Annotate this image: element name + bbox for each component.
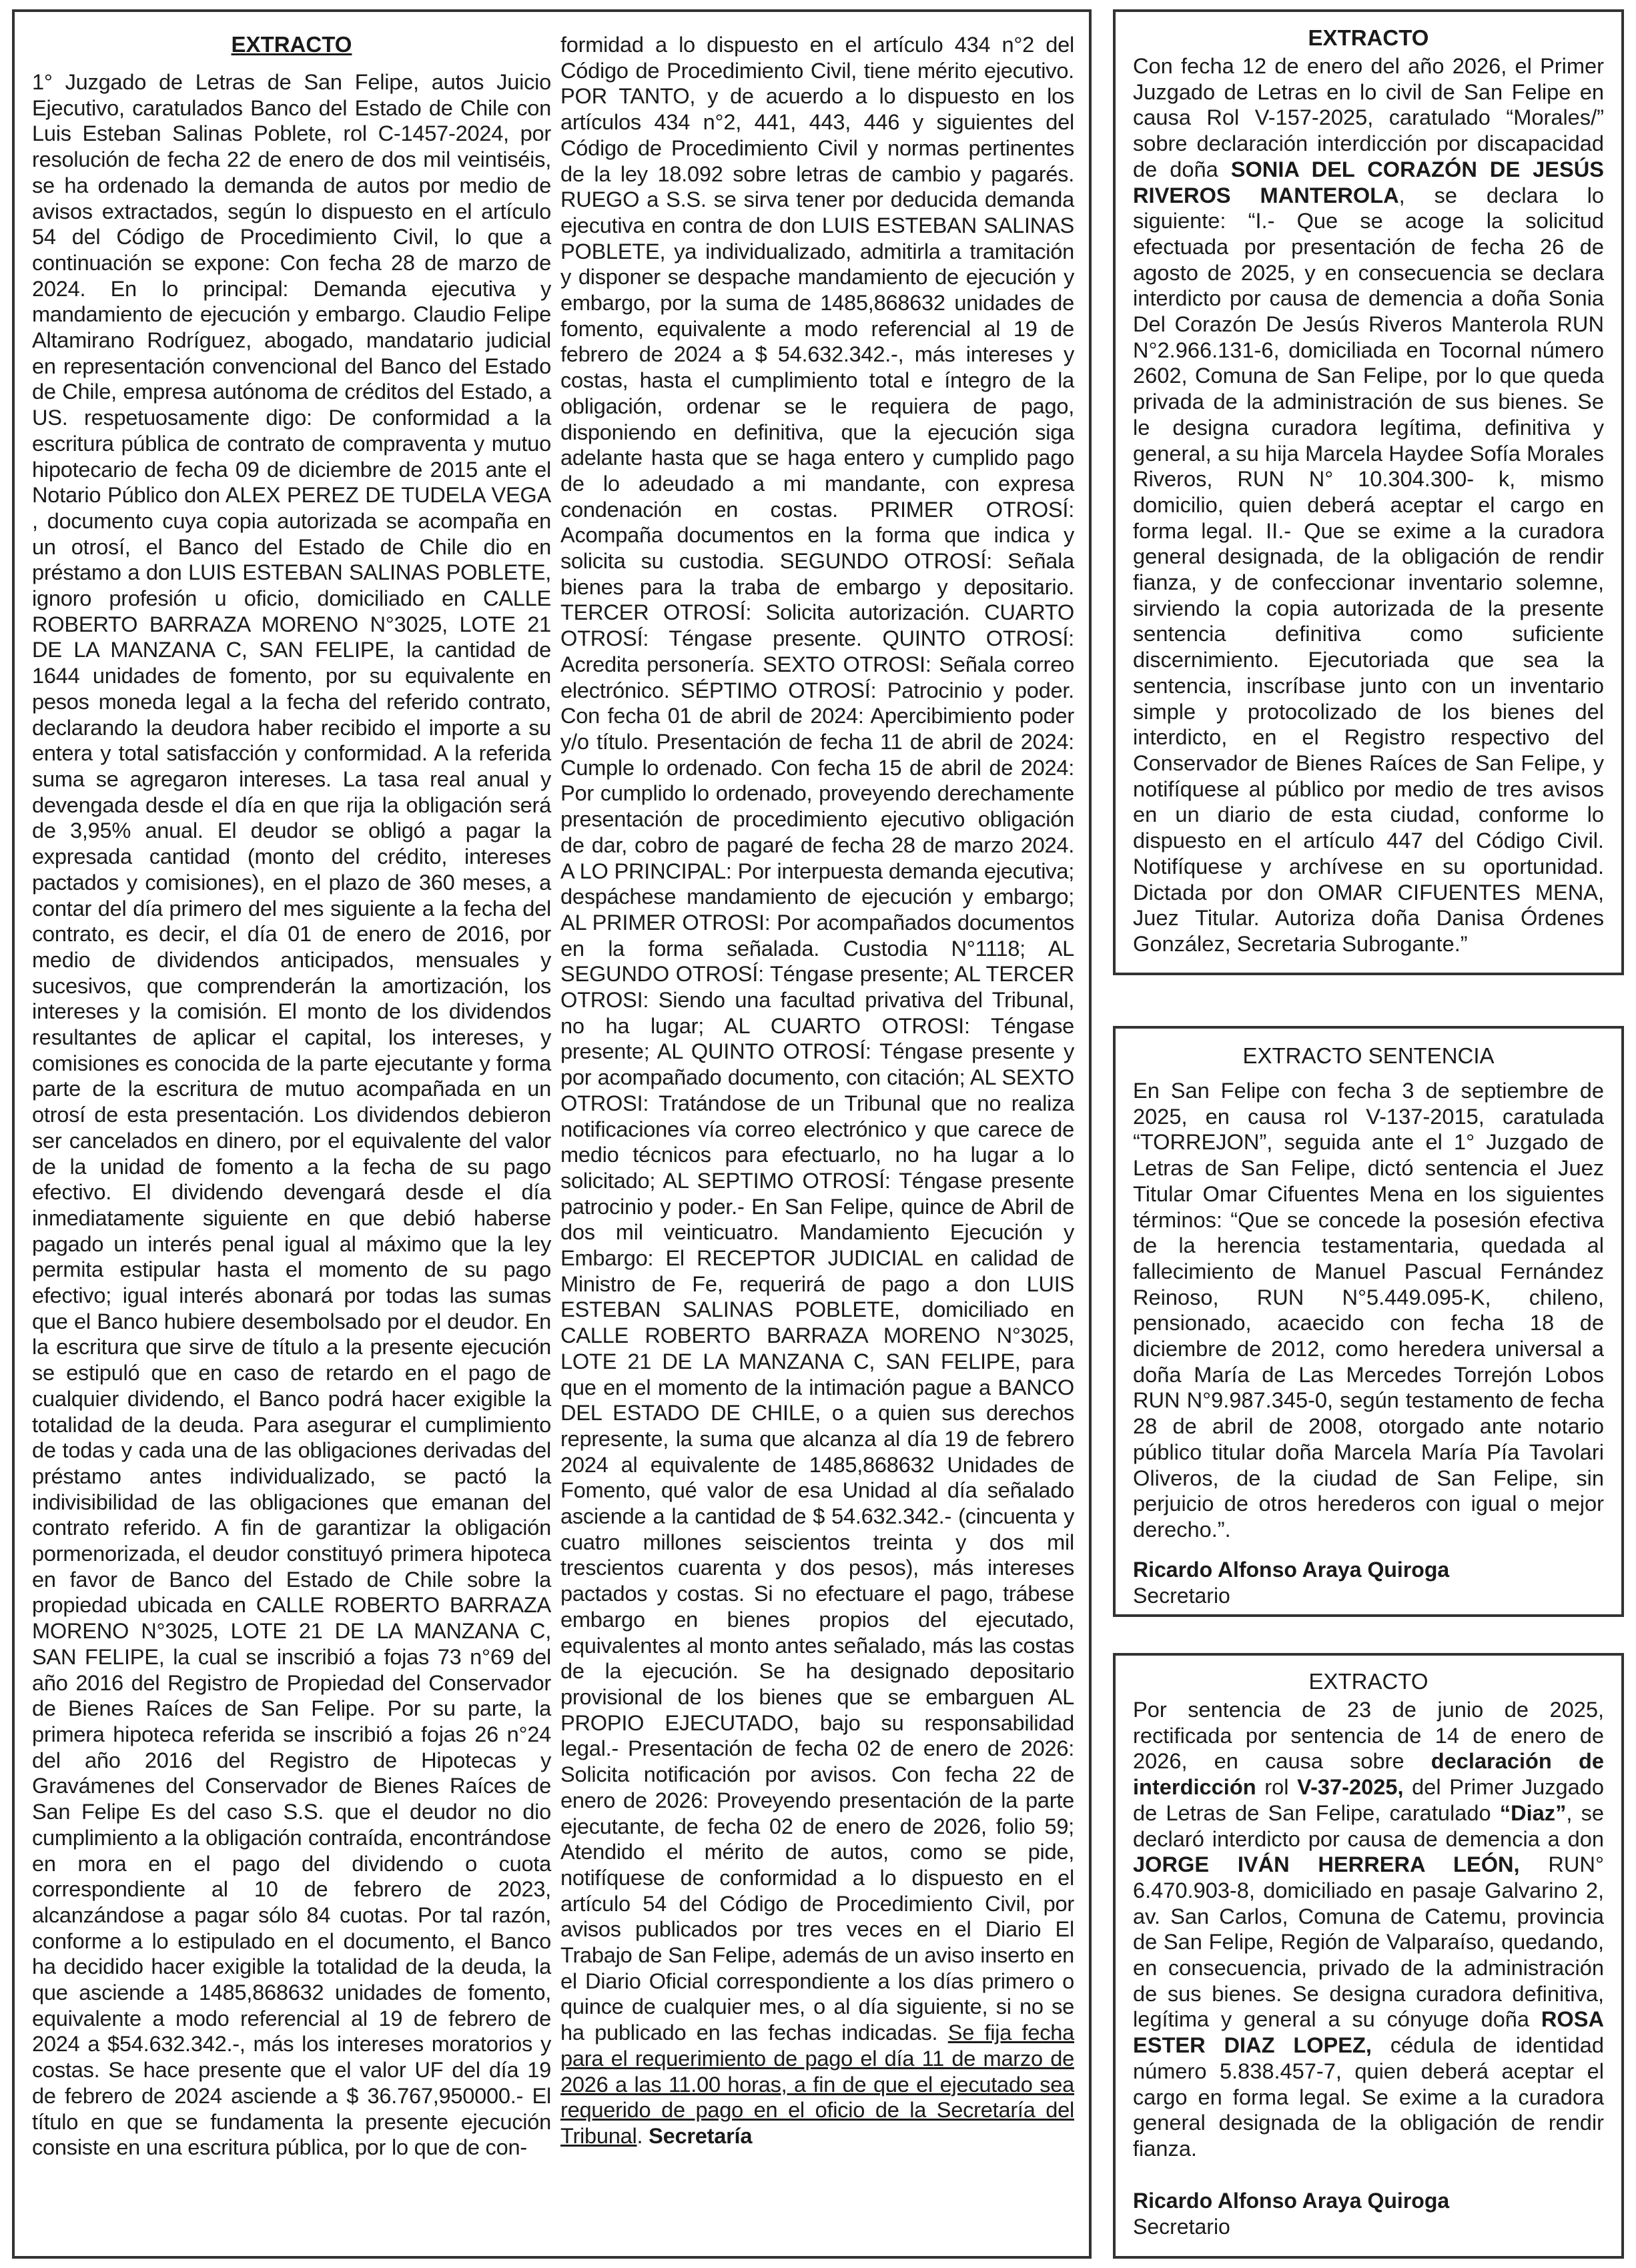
notice-torrejon-box: [1113, 1026, 1624, 1617]
main-notice-text-continued: formidad a lo dispuesto en el artículo 434 n°2 del Código de Procedimiento Civil, tiene mérito ejecutivo. POR TANTO, y de acuerdo a lo dispuesto en los artículos 434 n°2, 441, 443, 446 y siguientes del Código de Procedimiento Civil y normas pertinentes de la ley 18.092 sobre letras de cambio y pagarés. RUEGO a S.S. se sirva tener por deducida demanda ejecutiva en contra de don LUIS ESTEBAN SALINAS POBLETE, ya individualizado, admitirla a tramitación y disponer se despache mandamiento de ejecución y embargo, por la suma de 1485,868632 unidades de fomento, equivalente a modo referencial al 19 de febrero de 2024 a $ 54.632.342.-, más intereses y costas, hasta el cumplimiento total e íntegro de la obligación, ordenar se le requiera de pago, disponiendo en definitiva, que la ejecución siga adelante hasta que se haga entero y cumplido pago de lo adeudado a mi mandante, con expresa condenación en costas. PRIMER OTROSÍ: Acompaña documentos en la forma que indica y solicita su custodia. SEGUNDO OTROSÍ: Señala bienes para la traba de embargo y depositario. TERCER OTROSÍ: Solicita autorización. CUARTO OTROSÍ: Téngase presente. QUINTO OTROSÍ: Acredita personería. SEXTO OTROSI: Señala correo electrónico. SÉPTIMO OTROSÍ: Patrocinio y poder. Con fecha 01 de abril de 2024: Apercibimiento poder y/o título. Presentación de fecha 11 de abril de 2024: Cumple lo ordenado. Con fecha 15 de abril de 2024: Por cumplido lo ordenado, proveyendo derechamente presentación de procedimiento ejecutivo obligación de dar, cobro de pagaré de fecha 28 de marzo 2024. A LO PRINCIPAL: Por interpuesta demanda ejecutiva; despáchese mandamiento de ejecución y embargo; AL PRIMER OTROSI: Por acompañados documentos en la forma señalada. Custodia N°1118; AL SEGUNDO OTROSÍ: Téngase presente; AL TERCER OTROSI: Siendo una facultad privativa del Tribunal, no ha lugar; AL CUARTO OTROSI: Téngase presente; AL QUINTO OTROSÍ: Téngase presente y por acompañado documento, con citación; AL SEXTO OTROSI: Tratándose de un Tribunal que no realiza notificaciones vía correo electrónico y que carece de medio técnicos para efectuarlo, no ha lugar a lo solicitado; AL SEPTIMO OTROSÍ: Téngase presente patrocinio y poder.- En San Felipe, quince de Abril de dos mil veinticuatro. Mandamiento Ejecución y Embargo: El RECEPTOR JUDICIAL en calidad de Ministro de Fe, requerirá de pago a don LUIS ESTEBAN SALINAS POBLETE, domiciliado en CALLE ROBERTO BARRAZA MORENO N°3025, LOTE 21 DE LA MANZANA C, SAN FELIPE, para que en el momento de la intimación pague a BANCO DEL ESTADO DE CHILE, o a quien sus derechos represente, la suma que alcanza al día 19 de febrero 2024 al equivalente de 1485,868632 Unidades de Fomento, qué valor de esa Unidad al día señalado asciende a la cantidad de $ 54.632.342.- (cincuenta y cuatro millones seiscientos treinta y dos mil trescientos cuarenta y dos pesos), más intereses pactados y costas. Si no efectuare el pago, trábese embargo en bienes propios del ejecutado, equivalentes al monto antes señalado, más las costas de la ejecución. Se ha designado depositario provisional de los bienes que se embarguen AL PROPIO EJECUTADO, bajo su responsabilidad legal.- Presentación de fecha 02 de enero de 2026: Solicita notificación por avisos. Con fecha 22 de enero de 2026: Proveyendo presentación de la parte ejecutante, de fecha 02 de enero de 2026, folio 59; Atendido el mérito de autos, como se pide, notifíquese de conformidad a lo dispuesto en el artículo 54 del Código de Procedimiento Civil, por avisos publicados por tres veces en el Diario El Trabajo de San Felipe, además de un aviso inserto en el Diario Oficial correspondiente a los días primero o quince de cualquier mes, o al día siguiente, si no se ha publicado en las fechas indicadas.: [560, 32, 1074, 2045]
notice-morales-body: , se declara lo siguiente: “I.- Que se acoge la solicitud efectuada por presentación de fecha 26 de agosto de 2025, y en consecuencia se declara interdicto por causa de demencia a doña Sonia Del Corazón De Jesús Riveros Manterola RUN N°2.966.131-6, domiciliada en Tocornal número 2602, Comuna de San Felipe, por lo que queda privada de la administración de sus bienes. Se le designa curadora legítima, definitiva y general, a su hija Marcela Haydee Sofía Morales Riveros, RUN N° 10.304.300- k, mismo domicilio, quien deberá aceptar el cargo en forma legal. II.- Que se exime a la curadora general designada, de la obligación de rendir fianza, y de confeccionar inventario solemne, sirviendo la copia autorizada de la presente sentencia definitiva como suficiente discernimiento. Ejecutoriada que sea la sentencia, inscríbase junto con un inventario simple y protocolizado de los bienes del interdicto, en el Registro respectivo del Conservador de Bienes Raíces de San Felipe, y notifíquese al público por medio de tres avisos en un diario de esta ciudad, conforme lo dispuesto en el artículo 447 del Código Civil. Notifíquese y archívese en su oportunidad. Dictada por don OMAR CIFUENTES MENA, Juez Titular. Autoriza doña Danisa Órdenes González, Secretaria Subrogante.”: [1133, 182, 1604, 956]
notice-torrejon-signer-role: Secretario: [1133, 1583, 1230, 1608]
notice-torrejon-signer: Ricardo Alfonso Araya Quiroga: [1133, 1557, 1450, 1582]
notice-diaz-caratula: “Diaz”: [1499, 1800, 1567, 1825]
notice-morales-title: EXTRACTO: [1308, 25, 1429, 50]
notice-diaz-case-rol: V-37-2025,: [1297, 1774, 1404, 1800]
notice-diaz-content: [1133, 1669, 1604, 2239]
notice-diaz-title: EXTRACTO: [1308, 1669, 1428, 1694]
notice-diaz-bold-1: declaración de interdicción: [1133, 1748, 1604, 1800]
notice-diaz-signer-role: Secretario: [1133, 2214, 1230, 2239]
notice-diaz-text: [1133, 1697, 1604, 2162]
notice-diaz-box: [1113, 1653, 1624, 2259]
notice-torrejon-content: [1133, 1043, 1604, 1608]
notice-diaz-text-6: cédula de identidad número 5.838.457-7, quien deberá aceptar el cargo en forma legal. Se exime a la curadora general designada de la obligación de rendir fianza.: [1133, 2033, 1604, 2161]
notice-diaz-text-4: , se declaró interdicto por causa de demencia a don: [1133, 1800, 1604, 1851]
notice-morales-box: [1113, 9, 1624, 975]
notice-torrejon-text: En San Felipe con fecha 3 de septiembre de 2025, en causa rol V-137-2015, caratulada “TORREJON”, seguida ante el 1° Juzgado de Letras de San Felipe, dictó sentencia el Juez Titular Omar Cifuentes Mena en los siguientes términos: “Que se concede la posesión efectiva de la herencia testamentaria, quedada al fallecimiento de Manuel Pascual Fernández Reinoso, RUN N°5.449.095-K, chileno, pensionado, acaecido con fecha 18 de diciembre de 2012, como heredera universal a doña María de Las Mercedes Torrejón Lobos RUN N°9.987.345-0, según testamento de fecha 28 de abril de 2008, otorgado ante notario público titular doña Marcela María Pía Tavolari Oliveros, de la ciudad de San Felipe, sin perjuicio de otros herederos con igual o mejor derecho.”.: [1133, 1078, 1604, 1542]
main-notice-box: [12, 9, 1092, 2259]
notice-diaz-curator-name: ROSA ESTER DIAZ LOPEZ,: [1133, 2007, 1604, 2058]
requerimiento-date-underlined: Se fija fecha para el requerimiento de pago el día 11 de marzo de 2026 a las 11.00 horas, a fin de que el ejecutado sea requerido de pago en el oficio de la Secretaría del Tribunal: [560, 2020, 1074, 2148]
notice-diaz-text-3: del Primer Juzgado de Letras de San Felipe, caratulado: [1133, 1774, 1604, 1825]
main-notice-right-column: [560, 32, 1074, 2149]
main-notice-left-column: [32, 32, 551, 2161]
notice-diaz-signer: Ricardo Alfonso Araya Quiroga: [1133, 2188, 1450, 2213]
secretaria-label: Secretaría: [649, 2123, 753, 2148]
notice-morales-content: [1133, 25, 1604, 957]
main-notice-text-part1: 1° Juzgado de Letras de San Felipe, autos Juicio Ejecutivo, caratulados Banco del Estado de Chile con Luis Esteban Salinas Poblete, rol C-1457-2024, por resolución de fecha 22 de enero de dos mil veintiséis, se ha ordenado la demanda de autos por medio de avisos extractados, según lo dispuesto en el artículo 54 del Código de Procedimiento Civil, lo que a continuación se expone: Con fecha 28 de marzo de 2024. En lo principal: Demanda ejecutiva y mandamiento de ejecución y embargo. Claudio Felipe Altamirano Rodríguez, abogado, mandatario judicial en representación convencional del Banco del Estado de Chile, empresa autónoma de créditos del Estado, a US. respetuosamente digo: De conformidad a la escritura pública de contrato de compraventa y mutuo hipotecario de fecha 09 de diciembre de 2015 ante el Notario Público don ALEX PEREZ DE TUDELA VEGA , documento cuya copia autorizada se acompaña en un otrosí, el Banco del Estado de Chile dio en préstamo a don LUIS ESTEBAN SALINAS POBLETE, ignoro profesión u oficio, domiciliado en CALLE ROBERTO BARRAZA MORENO N°3025, LOTE 21 DE LA MANZANA C, SAN FELIPE, la cantidad de 1644 unidades de fomento, por su equivalente en pesos moneda legal a la fecha del referido contrato, declarando la deudora haber recibido el importe a su entera y total satisfacción y conformidad. A la referida suma se agregaron intereses. La tasa real anual y devengada desde el día en que rija la obligación será de 3,95% anual. El deudor se obligó a pagar la expresada cantidad (monto del crédito, intereses pactados y comisiones), en el plazo de 360 meses, a contar del día primero del mes siguiente a la fecha del contrato, es decir, el día 01 de enero de 2016, por medio de dividendos anticipados, mensuales y sucesivos, que comprenderán la amortización, los intereses y la comisión. El monto de los dividendos resultantes de aplicar el capital, los intereses, y comisiones es conocida de la parte ejecutante y forma parte de la escritura de mutuo acompañada en un otrosí de esta presentación. Los dividendos debieron ser cancelados en dinero, por el equivalente del valor de la unidad de fomento a la fecha de su pago efectivo. El dividendo devengará desde el día inmediatamente siguiente en que debió haberse pagado un interés penal igual al máximo que la ley permita estipular hasta el momento de su pago efectivo; igual interés abonará por todas las sumas que el Banco hubiere desembolsado por el deudor. En la escritura que sirve de título a la presente ejecución se estipuló que en caso de retardo en el pago de cualquier dividendo, el Banco podrá hacer exigible la totalidad de la deuda. Para asegurar el cumplimiento de todas y cada una de las obligaciones derivadas del préstamo antes individualizado, se pactó la indivisibilidad de las obligaciones que emanan del contrato referido. A fin de garantizar la obligación pormenorizada, el deudor constituyó primera hipoteca en favor de Banco del Estado de Chile sobre la propiedad ubicada en CALLE ROBERTO BARRAZA MORENO N°3025, LOTE 21 DE LA MANZANA C, SAN FELIPE, la cual se inscribió a fojas 73 n°69 del año 2016 del Registro de Propiedad del Conservador de Bienes Raíces de San Felipe. Por su parte, la primera hipoteca referida se inscribió a fojas 26 n°24 del año 2016 del Registro de Hipotecas y Gravámenes del Conservador de Bienes Raíces de San Felipe Es del caso S.S. que el deudor no dio cumplimiento a la obligación contraída, encontrándose en mora en el pago del dividendo o cuota correspondiente al 10 de febrero de 2023, alcanzándose a pagar sólo 84 cuotas. Por tal razón, conforme a lo estipulado en el documento, el Banco ha decidido hacer exigible la totalidad de la deuda, la que asciende a 1485,868632 unidades de fomento, equivalente a modo referencial al 19 de febrero de 2024 a $54.632.342.-, más los intereses moratorios y costas. Se hace presente que el valor UF del día 19 de febrero de 2024 asciende a $ 36.767,950000.- El título en que se fundamenta la presente ejecución consiste en una escritura pública, por lo que de con-: [32, 69, 551, 2160]
notice-torrejon-title: EXTRACTO SENTENCIA: [1242, 1043, 1495, 1068]
main-notice-text-part2: formidad a lo dispuesto en el artículo 434 n°2 del Código de Procedimiento Civil, tiene mérito ejecutivo. POR TANTO, y de acuerdo a lo dispuesto en los artículos 434 n°2, 441, 443, 446 y siguientes del Código de Procedimiento Civil y normas pertinentes de la ley 18.092 sobre letras de cambio y pagarés. RUEGO a S.S. se sirva tener por deducida demanda ejecutiva en contra de don LUIS ESTEBAN SALINAS POBLETE, ya individualizado, admitirla a tramitación y disponer se despache mandamiento de ejecución y embargo, por la suma de 1485,868632 unidades de fomento, equivalente a modo referencial al 19 de febrero de 2024 a $ 54.632.342.-, más intereses y costas, hasta el cumplimiento total e íntegro de la obligación, ordenar se le requiera de pago, disponiendo en definitiva, que la ejecución siga adelante hasta que se haga entero y cumplido pago de lo adeudado a mi mandante, con expresa condenación en costas. PRIMER OTROSÍ: Acompaña documentos en la forma que indica y solicita su custodia. SEGUNDO OTROSÍ: Señala bienes para la traba de embargo y depositario. TERCER OTROSÍ: Solicita autorización. CUARTO OTROSÍ: Téngase presente. QUINTO OTROSÍ: Acredita personería. SEXTO OTROSI: Señala correo electrónico. SÉPTIMO OTROSÍ: Patrocinio y poder. Con fecha 01 de abril de 2024: Apercibimiento poder y/o título. Presentación de fecha 11 de abril de 2024: Cumple lo ordenado. Con fecha 15 de abril de 2024: Por cumplido lo ordenado, proveyendo derechamente presentación de procedimiento ejecutivo obligación de dar, cobro de pagaré de fecha 28 de marzo 2024. A LO PRINCIPAL: Por interpuesta demanda ejecutiva; despáchese mandamiento de ejecución y embargo; AL PRIMER OTROSI: Por acompañados documentos en la forma señalada. Custodia N°1118; AL SEGUNDO OTROSÍ: Téngase presente; AL TERCER OTROSI: Siendo una facultad privativa del Tribunal, no ha lugar; AL CUARTO OTROSI: Téngase presente; AL QUINTO OTROSÍ: Téngase presente y por acompañado documento, con citación; AL SEXTO OTROSI: Tratándose de un Tribunal que no realiza notificaciones vía correo electrónico y que carece de medio técnicos para efectuarlo, no ha lugar a lo solicitado; AL SEPTIMO OTROSÍ: Téngase presente patrocinio y poder.- En San Felipe, quince de Abril de dos mil veinticuatro. Mandamiento Ejecución y Embargo: El RECEPTOR JUDICIAL en calidad de Ministro de Fe, requerirá de pago a don LUIS ESTEBAN SALINAS POBLETE, domiciliado en CALLE ROBERTO BARRAZA MORENO N°3025, LOTE 21 DE LA MANZANA C, SAN FELIPE, para que en el momento de la intimación pague a BANCO DEL ESTADO DE CHILE, o a quien sus derechos represente, la suma que alcanza al día 19 de febrero 2024 al equivalente de 1485,868632 Unidades de Fomento, qué valor de esa Unidad al día señalado asciende a la cantidad de $ 54.632.342.- (cincuenta y cuatro millones seiscientos treinta y dos mil trescientos cuarenta y dos pesos), más intereses pactados y costas. Si no efectuare el pago, trábese embargo en bienes propios del ejecutado, equivalentes al monto antes señalado, más las costas de la ejecución. Se ha designado depositario provisional de los bienes que se embarguen AL PROPIO EJECUTADO, bajo su responsabilidad legal.- Presentación de fecha 02 de enero de 2026: Solicita notificación por avisos. Con fecha 22 de enero de 2026: Proveyendo presentación de la parte ejecutante, de fecha 02 de enero de 2026, folio 59; Atendido el mérito de autos, como se pide, notifíquese de conformidad a lo dispuesto en el artículo 54 del Código de Procedimiento Civil, por avisos publicados por tres veces en el Diario El Trabajo de San Felipe, además de un aviso inserto en el Diario Oficial correspondiente a los días primero o quince de cualquier mes, o al día siguiente, si no se ha publicado en las fechas indicadas. Se fija fecha para el requerimiento de pago el día 11 de marzo de 2026 a las 11.00 horas, a fin de que el ejecutado sea requerido de pago en el oficio de la Secretaría del Tribunal. Secretaría: [560, 32, 1074, 2148]
notice-diaz-text-5: RUN° 6.470.903-8, domiciliado en pasaje Galvarino 2, av. San Carlos, Comuna de Catemu, provincia de San Felipe, Región de Valparaíso, quedando, en consecuencia, privado de la administración de sus bienes. Se designa curadora definitiva, legítima y general a su cónyuge doña: [1133, 1852, 1604, 2032]
notice-morales-text: [1133, 53, 1604, 957]
main-notice-title: EXTRACTO: [231, 32, 352, 57]
notice-morales-person-name: SONIA DEL CORAZÓN DE JESÚS RIVEROS MANTEROLA: [1133, 156, 1605, 207]
notice-diaz-text-1: Por sentencia de 23 de junio de 2025, rectificada por sentencia de 14 de enero de 2026, en causa sobre: [1133, 1697, 1604, 1774]
notice-diaz-person-name: JORGE IVÁN HERRERA LEÓN,: [1133, 1852, 1520, 1877]
notice-morales-intro: Con fecha 12 de enero del año 2026, el Primer Juzgado de Letras en lo civil de San Felipe en causa Rol V-157-2025, caratulado “Morales/” sobre declaración interdicción por discapacidad de doña: [1133, 53, 1604, 181]
notice-diaz-text-2: rol: [1264, 1774, 1289, 1800]
